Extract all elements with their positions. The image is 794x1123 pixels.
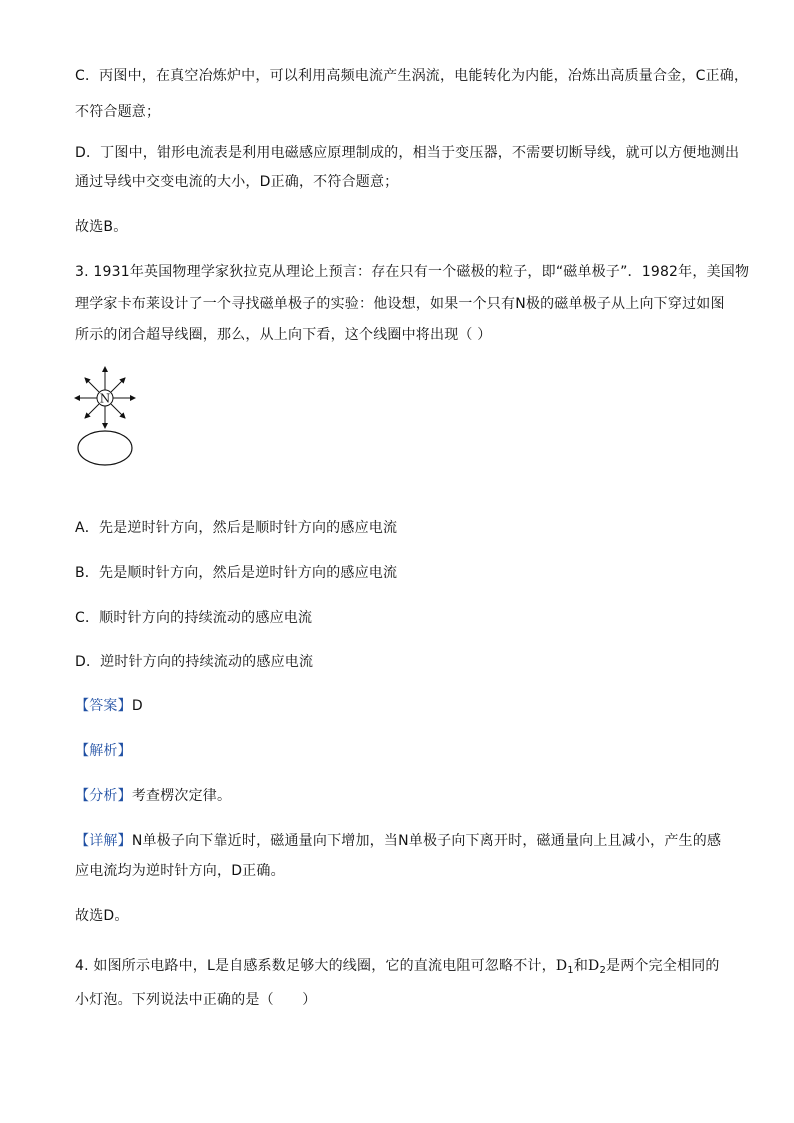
question-4-line-2: 小灯泡。下列说法中正确的是（ ） [75, 992, 317, 1008]
lamp-d2-subscript: 2 [599, 965, 607, 976]
xiangjie-text-1: N单极子向下靠近时，磁通量向下增加，当N单极子向下离开时，磁通量向上且减小，产生的感 [131, 833, 722, 849]
text-line-choose-b: 故选B。 [75, 219, 128, 235]
conclusion-line: 故选D。 [75, 908, 129, 924]
superconducting-coil [78, 431, 132, 465]
monopole-coil-figure [70, 364, 150, 468]
question-3-line-1: 3. 1931年英国物理学家狄拉克从理论上预言：存在只有一个磁极的粒子，即“磁单极子”．1982年，美国物 [75, 264, 750, 280]
fenxi-text: 考查楞次定律。 [131, 788, 232, 804]
pole-label: N [99, 391, 111, 406]
question-4-line-1 [75, 956, 720, 981]
arrow-down-right [111, 404, 125, 418]
text-line-option-c-cont: 不符合题意； [75, 104, 161, 120]
xiangjie-line-1 [75, 831, 721, 851]
xiangjie-label: 【详解】 [75, 833, 132, 849]
answer-value: D [131, 698, 143, 714]
fenxi-label: 【分析】 [75, 788, 132, 804]
text-line-option-d: D．丁图中，钳形电流表是利用电磁感应原理制成的，相当于变压器，不需要切断导线，就可以方便地测出 [75, 145, 740, 161]
option-c: C．顺时针方向的持续流动的感应电流 [75, 610, 313, 626]
analysis-heading [75, 741, 132, 761]
lamp-d1-subscript: 1 [567, 965, 574, 976]
text-line-option-c: C．丙图中，在真空冶炼炉中，可以利用高频电流产生涡流，电能转化为内能，冶炼出高质量合金，C正确， [75, 68, 749, 84]
question-3-line-3: 所示的闭合超导线圈，那么，从上向下看，这个线圈中将出现（ ） [75, 327, 492, 343]
option-a: A．先是逆时针方向，然后是顺时针方向的感应电流 [75, 520, 398, 536]
arrow-up-left [85, 378, 99, 392]
analysis-label: 【解析】 [75, 743, 132, 759]
option-b: B．先是顺时针方向，然后是逆时针方向的感应电流 [75, 565, 398, 581]
xiangjie-line-2: 应电流均为逆时针方向，D正确。 [75, 863, 285, 879]
question-3-line-2: 理学家卡布莱设计了一个寻找磁单极子的实验：他设想，如果一个只有N极的磁单极子从上向下穿过如图 [75, 296, 725, 312]
arrow-down-left [85, 404, 99, 418]
question-4-and: 和 [573, 958, 589, 974]
question-4-text-b: 是两个完全相同的 [606, 958, 720, 974]
text-line-option-d-cont: 通过导线中交变电流的大小，D正确，不符合题意； [75, 174, 399, 190]
question-4-text-a: 4. 如图所示电路中，L是自感系数足够大的线圈，它的直流电阻可忽略不计， [75, 958, 556, 974]
answer-line [75, 696, 143, 716]
answer-label: 【答案】 [75, 698, 132, 714]
option-d: D．逆时针方向的持续流动的感应电流 [75, 654, 314, 670]
fenxi-line [75, 786, 231, 806]
lamp-d2-symbol: D [588, 958, 600, 974]
lamp-d1-symbol: D [555, 958, 568, 974]
arrow-up-right [111, 378, 125, 392]
